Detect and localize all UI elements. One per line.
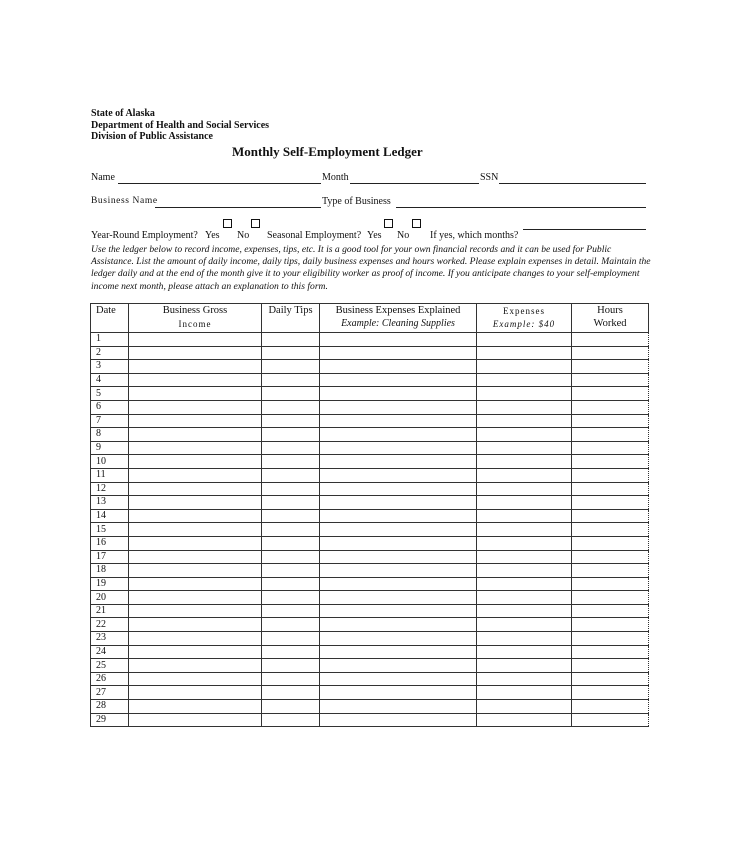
gross-income-cell[interactable] [129, 618, 262, 632]
year-round-no-checkbox[interactable] [251, 219, 260, 228]
expenses-explained-cell[interactable] [320, 536, 477, 550]
daily-tips-cell[interactable] [262, 414, 320, 428]
expenses-explained-cell[interactable] [320, 373, 477, 387]
hours-worked-cell[interactable] [572, 604, 649, 618]
day-number-cell: 27 [91, 686, 129, 700]
hours-worked-cell[interactable] [572, 468, 649, 482]
hours-worked-cell[interactable] [572, 346, 649, 360]
expenses-cell[interactable] [477, 577, 572, 591]
expenses-explained-cell[interactable] [320, 550, 477, 564]
expenses-cell[interactable] [477, 333, 572, 347]
expenses-cell[interactable] [477, 509, 572, 523]
gross-income-cell[interactable] [129, 591, 262, 605]
expenses-explained-cell[interactable] [320, 564, 477, 578]
expenses-cell[interactable] [477, 672, 572, 686]
gross-income-cell[interactable] [129, 360, 262, 374]
expenses-cell[interactable] [477, 455, 572, 469]
table-row [91, 400, 649, 414]
expenses-explained-cell[interactable] [320, 496, 477, 510]
hours-worked-cell[interactable] [572, 441, 649, 455]
day-number-cell: 20 [91, 591, 129, 605]
hours-worked-cell[interactable] [572, 645, 649, 659]
gross-income-cell[interactable] [129, 700, 262, 714]
table-row [91, 659, 649, 673]
daily-tips-cell[interactable] [262, 428, 320, 442]
hours-worked-cell[interactable] [572, 414, 649, 428]
gross-income-cell[interactable] [129, 441, 262, 455]
day-number-cell: 19 [91, 577, 129, 591]
form-title: Monthly Self-Employment Ledger [232, 144, 423, 159]
gross-income-cell[interactable] [129, 455, 262, 469]
expenses-explained-cell[interactable] [320, 645, 477, 659]
which-months-label: If yes, which months? [430, 230, 519, 241]
daily-tips-cell[interactable] [262, 604, 320, 618]
day-number-cell: 22 [91, 618, 129, 632]
gross-income-cell[interactable] [129, 496, 262, 510]
daily-tips-cell[interactable] [262, 713, 320, 727]
seasonal-yes-checkbox[interactable] [384, 219, 393, 228]
gross-income-cell[interactable] [129, 713, 262, 727]
table-row [91, 523, 649, 537]
daily-tips-cell[interactable] [262, 373, 320, 387]
seasonal-no-label: No [397, 230, 410, 241]
daily-tips-cell[interactable] [262, 387, 320, 401]
hours-worked-cell[interactable] [572, 577, 649, 591]
expenses-explained-cell[interactable] [320, 387, 477, 401]
hours-worked-cell[interactable] [572, 387, 649, 401]
day-number-cell: 5 [91, 387, 129, 401]
day-number-cell: 28 [91, 700, 129, 714]
daily-tips-cell[interactable] [262, 686, 320, 700]
expenses-cell[interactable] [477, 387, 572, 401]
day-number-cell: 12 [91, 482, 129, 496]
table-row [91, 496, 649, 510]
daily-tips-cell[interactable] [262, 536, 320, 550]
ssn-field[interactable] [499, 183, 646, 184]
daily-tips-cell[interactable] [262, 346, 320, 360]
daily-tips-cell[interactable] [262, 577, 320, 591]
daily-tips-column-header: Daily Tips [262, 304, 320, 333]
gross-income-cell[interactable] [129, 523, 262, 537]
hours-worked-cell[interactable] [572, 632, 649, 646]
table-row [91, 604, 649, 618]
year-round-no-label: No [237, 230, 250, 241]
hours-worked-cell[interactable] [572, 700, 649, 714]
table-row [91, 686, 649, 700]
seasonal-label: Seasonal Employment? [267, 230, 362, 241]
expenses-explained-cell[interactable] [320, 523, 477, 537]
hours-worked-cell[interactable] [572, 672, 649, 686]
expenses-cell[interactable] [477, 496, 572, 510]
table-row [91, 428, 649, 442]
expenses-explained-cell[interactable] [320, 700, 477, 714]
hours-worked-cell[interactable] [572, 360, 649, 374]
expenses-explained-cell[interactable] [320, 618, 477, 632]
month-label: Month [322, 172, 349, 183]
daily-tips-cell[interactable] [262, 468, 320, 482]
table-row [91, 455, 649, 469]
expenses-explained-cell[interactable] [320, 509, 477, 523]
expenses-cell[interactable] [477, 373, 572, 387]
gross-income-cell[interactable] [129, 333, 262, 347]
year-round-yes-checkbox[interactable] [223, 219, 232, 228]
ledger-header-row [91, 304, 649, 333]
expenses-explained-cell[interactable] [320, 482, 477, 496]
expenses-explained-cell[interactable] [320, 591, 477, 605]
instructions-text: Use the ledger below to record income, expenses, tips, etc. It is a good tool for your own financial records and it can be used for Public Assistance. List the amount of daily income, daily tips, daily business expenses and hours worked. Please explain expenses in detail. Maintain the ledger daily and at the end of the month give it to your eligibility worker as proof of income. If you anticipate changes to your self-employment income next month, please attach an explanation to this form. [91, 244, 651, 292]
expenses-explained-cell[interactable] [320, 360, 477, 374]
hours-worked-column-header: Hours Worked [572, 304, 649, 333]
day-number-cell: 26 [91, 672, 129, 686]
day-number-cell: 8 [91, 428, 129, 442]
expenses-cell[interactable] [477, 523, 572, 537]
daily-tips-cell[interactable] [262, 645, 320, 659]
gross-income-column-header: Business Gross Income [129, 304, 262, 333]
expenses-explained-column-header: Business Expenses Explained Example: Cleaning Supplies [320, 304, 477, 333]
gross-income-cell[interactable] [129, 482, 262, 496]
day-number-cell: 17 [91, 550, 129, 564]
day-number-cell: 18 [91, 564, 129, 578]
expenses-cell[interactable] [477, 564, 572, 578]
expenses-cell[interactable] [477, 604, 572, 618]
expenses-cell[interactable] [477, 591, 572, 605]
gross-income-cell[interactable] [129, 577, 262, 591]
day-number-cell: 2 [91, 346, 129, 360]
daily-tips-cell[interactable] [262, 441, 320, 455]
hours-worked-cell[interactable] [572, 686, 649, 700]
expenses-cell[interactable] [477, 414, 572, 428]
agency-department: Department of Health and Social Services [91, 119, 270, 131]
expenses-explained-cell[interactable] [320, 713, 477, 727]
expenses-cell[interactable] [477, 686, 572, 700]
hours-worked-cell[interactable] [572, 333, 649, 347]
table-row [91, 713, 649, 727]
daily-tips-cell[interactable] [262, 632, 320, 646]
daily-tips-cell[interactable] [262, 618, 320, 632]
gross-income-cell[interactable] [129, 387, 262, 401]
hours-worked-cell[interactable] [572, 659, 649, 673]
expenses-cell[interactable] [477, 713, 572, 727]
which-months-field[interactable] [523, 229, 646, 230]
expenses-explained-cell[interactable] [320, 414, 477, 428]
expenses-cell[interactable] [477, 536, 572, 550]
gross-income-cell[interactable] [129, 672, 262, 686]
expenses-column-header: Expenses Example: $40 [477, 304, 572, 333]
daily-tips-cell[interactable] [262, 700, 320, 714]
daily-tips-cell[interactable] [262, 550, 320, 564]
hours-worked-cell[interactable] [572, 591, 649, 605]
day-number-cell: 16 [91, 536, 129, 550]
daily-tips-cell[interactable] [262, 400, 320, 414]
day-number-cell: 3 [91, 360, 129, 374]
year-round-yes-label: Yes [205, 230, 220, 241]
hours-worked-cell[interactable] [572, 536, 649, 550]
hours-worked-cell[interactable] [572, 564, 649, 578]
gross-income-cell[interactable] [129, 686, 262, 700]
expenses-explained-cell[interactable] [320, 604, 477, 618]
gross-income-cell[interactable] [129, 550, 262, 564]
gross-income-cell[interactable] [129, 645, 262, 659]
gross-income-cell[interactable] [129, 414, 262, 428]
expenses-cell[interactable] [477, 618, 572, 632]
expenses-explained-cell[interactable] [320, 441, 477, 455]
table-row [91, 550, 649, 564]
expenses-explained-cell[interactable] [320, 428, 477, 442]
expenses-explained-cell[interactable] [320, 577, 477, 591]
expenses-cell[interactable] [477, 550, 572, 564]
day-number-cell: 9 [91, 441, 129, 455]
type-of-business-field[interactable] [396, 207, 646, 208]
table-row [91, 468, 649, 482]
gross-income-cell[interactable] [129, 428, 262, 442]
daily-tips-cell[interactable] [262, 333, 320, 347]
business-name-label: Business Name [91, 196, 158, 206]
hours-worked-cell[interactable] [572, 523, 649, 537]
seasonal-yes-label: Yes [367, 230, 382, 241]
daily-tips-cell[interactable] [262, 509, 320, 523]
table-row [91, 414, 649, 428]
hours-worked-cell[interactable] [572, 509, 649, 523]
day-number-cell: 25 [91, 659, 129, 673]
expenses-explained-cell[interactable] [320, 346, 477, 360]
day-number-cell: 29 [91, 713, 129, 727]
day-number-cell: 1 [91, 333, 129, 347]
agency-division: Division of Public Assistance [91, 131, 213, 142]
day-number-cell: 11 [91, 468, 129, 482]
expenses-explained-cell[interactable] [320, 400, 477, 414]
ssn-label: SSN [480, 172, 499, 183]
day-number-cell: 4 [91, 373, 129, 387]
expenses-explained-cell[interactable] [320, 632, 477, 646]
hours-worked-cell[interactable] [572, 482, 649, 496]
day-number-cell: 6 [91, 400, 129, 414]
hours-worked-cell[interactable] [572, 428, 649, 442]
hours-worked-cell[interactable] [572, 455, 649, 469]
table-row [91, 536, 649, 550]
hours-worked-cell[interactable] [572, 618, 649, 632]
gross-income-cell[interactable] [129, 632, 262, 646]
table-row [91, 700, 649, 714]
name-field[interactable] [118, 183, 321, 184]
expenses-cell[interactable] [477, 360, 572, 374]
gross-income-cell[interactable] [129, 536, 262, 550]
day-number-cell: 24 [91, 645, 129, 659]
date-column-header: Date [91, 304, 129, 333]
daily-tips-cell[interactable] [262, 455, 320, 469]
daily-tips-cell[interactable] [262, 482, 320, 496]
table-row [91, 509, 649, 523]
expenses-cell[interactable] [477, 482, 572, 496]
hours-worked-cell[interactable] [572, 713, 649, 727]
hours-worked-cell[interactable] [572, 400, 649, 414]
daily-tips-cell[interactable] [262, 360, 320, 374]
daily-tips-cell[interactable] [262, 523, 320, 537]
ledger-table [90, 303, 649, 727]
table-row [91, 645, 649, 659]
hours-worked-cell[interactable] [572, 373, 649, 387]
table-row [91, 360, 649, 374]
table-row [91, 577, 649, 591]
table-row [91, 373, 649, 387]
table-row [91, 591, 649, 605]
expenses-cell[interactable] [477, 468, 572, 482]
day-number-cell: 7 [91, 414, 129, 428]
table-row [91, 482, 649, 496]
ledger-body [91, 333, 649, 727]
table-row [91, 387, 649, 401]
daily-tips-cell[interactable] [262, 672, 320, 686]
table-row [91, 333, 649, 347]
expenses-cell[interactable] [477, 659, 572, 673]
expenses-explained-cell[interactable] [320, 686, 477, 700]
expenses-cell[interactable] [477, 428, 572, 442]
daily-tips-cell[interactable] [262, 659, 320, 673]
daily-tips-cell[interactable] [262, 496, 320, 510]
gross-income-cell[interactable] [129, 604, 262, 618]
month-field[interactable] [350, 183, 479, 184]
year-round-label: Year-Round Employment? [91, 230, 198, 241]
seasonal-no-checkbox[interactable] [412, 219, 421, 228]
gross-income-cell[interactable] [129, 346, 262, 360]
gross-income-cell[interactable] [129, 400, 262, 414]
expenses-explained-cell[interactable] [320, 672, 477, 686]
business-name-field[interactable] [155, 207, 321, 208]
table-row [91, 441, 649, 455]
hours-worked-cell[interactable] [572, 550, 649, 564]
table-row [91, 564, 649, 578]
day-number-cell: 15 [91, 523, 129, 537]
gross-income-cell[interactable] [129, 659, 262, 673]
expenses-explained-cell[interactable] [320, 455, 477, 469]
expenses-cell[interactable] [477, 632, 572, 646]
type-of-business-label: Type of Business [322, 196, 391, 207]
day-number-cell: 13 [91, 496, 129, 510]
agency-header [91, 108, 269, 143]
gross-income-cell[interactable] [129, 373, 262, 387]
day-number-cell: 10 [91, 455, 129, 469]
table-row [91, 346, 649, 360]
expenses-cell[interactable] [477, 441, 572, 455]
expenses-explained-cell[interactable] [320, 659, 477, 673]
expenses-cell[interactable] [477, 400, 572, 414]
expenses-explained-cell[interactable] [320, 333, 477, 347]
gross-income-cell[interactable] [129, 509, 262, 523]
name-label: Name [91, 172, 115, 183]
day-number-cell: 14 [91, 509, 129, 523]
table-row [91, 632, 649, 646]
gross-income-cell[interactable] [129, 564, 262, 578]
expenses-explained-cell[interactable] [320, 468, 477, 482]
expenses-cell[interactable] [477, 700, 572, 714]
day-number-cell: 23 [91, 632, 129, 646]
daily-tips-cell[interactable] [262, 591, 320, 605]
table-row [91, 672, 649, 686]
expenses-cell[interactable] [477, 346, 572, 360]
gross-income-cell[interactable] [129, 468, 262, 482]
table-row [91, 618, 649, 632]
expenses-cell[interactable] [477, 645, 572, 659]
day-number-cell: 21 [91, 604, 129, 618]
agency-state: State of Alaska [91, 108, 155, 119]
daily-tips-cell[interactable] [262, 564, 320, 578]
hours-worked-cell[interactable] [572, 496, 649, 510]
